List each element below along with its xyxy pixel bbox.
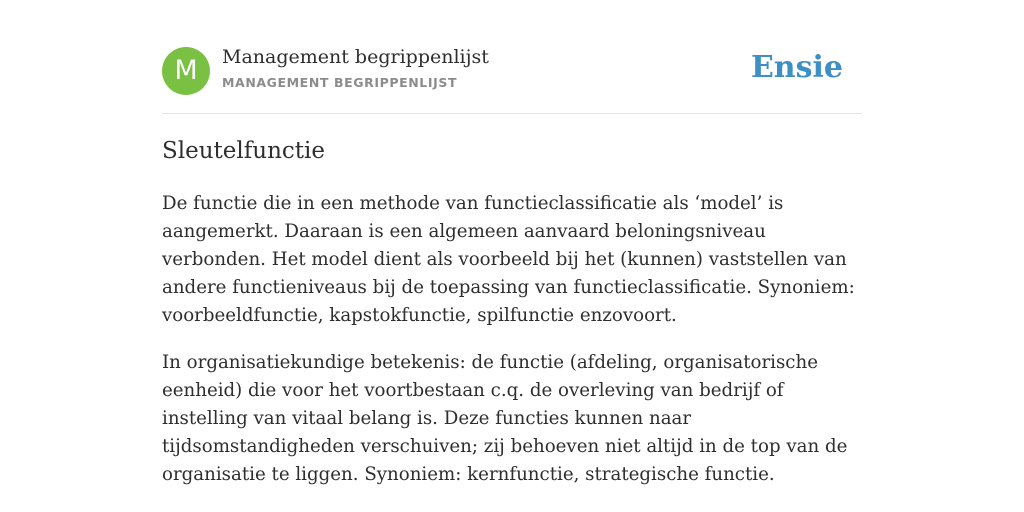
book-subtitle: MANAGEMENT BEGRIPPENLIJST — [222, 75, 458, 90]
definition-paragraph-1: De functie die in een methode van functieclassificatie als ‘model’ is aangemerkt. Daaraan is een algemeen aanvaard beloningsniveau verbonden. Het model dient als voorbeeld bij het (kunnen) vaststellen van andere functieniveaus bij de toepassing van functieclassificatie. Synoniem: voorbeeldfunctie, kapstokfunctie, spilfunctie enzovoort. — [162, 193, 855, 326]
book-title-link[interactable]: Management begrippenlijst — [222, 46, 489, 68]
header — [162, 0, 862, 114]
ensie-logo[interactable]: Ensie — [750, 50, 843, 85]
term-title: Sleutelfunctie — [162, 138, 325, 164]
page-container — [162, 0, 862, 485]
book-avatar: M — [162, 47, 210, 95]
definition-paragraph-2: In organisatiekundige betekenis: de functie (afdeling, organisatorische eenheid) die voor het voortbestaan c.q. de overleving van bedrijf of instelling van vitaal belang is. Deze functies kunnen naar tijdsomstandigheden verschuiven; zij behoeven niet altijd in de top van de organisatie te liggen. Synoniem: kernfunctie, strategische functie. — [162, 352, 848, 485]
